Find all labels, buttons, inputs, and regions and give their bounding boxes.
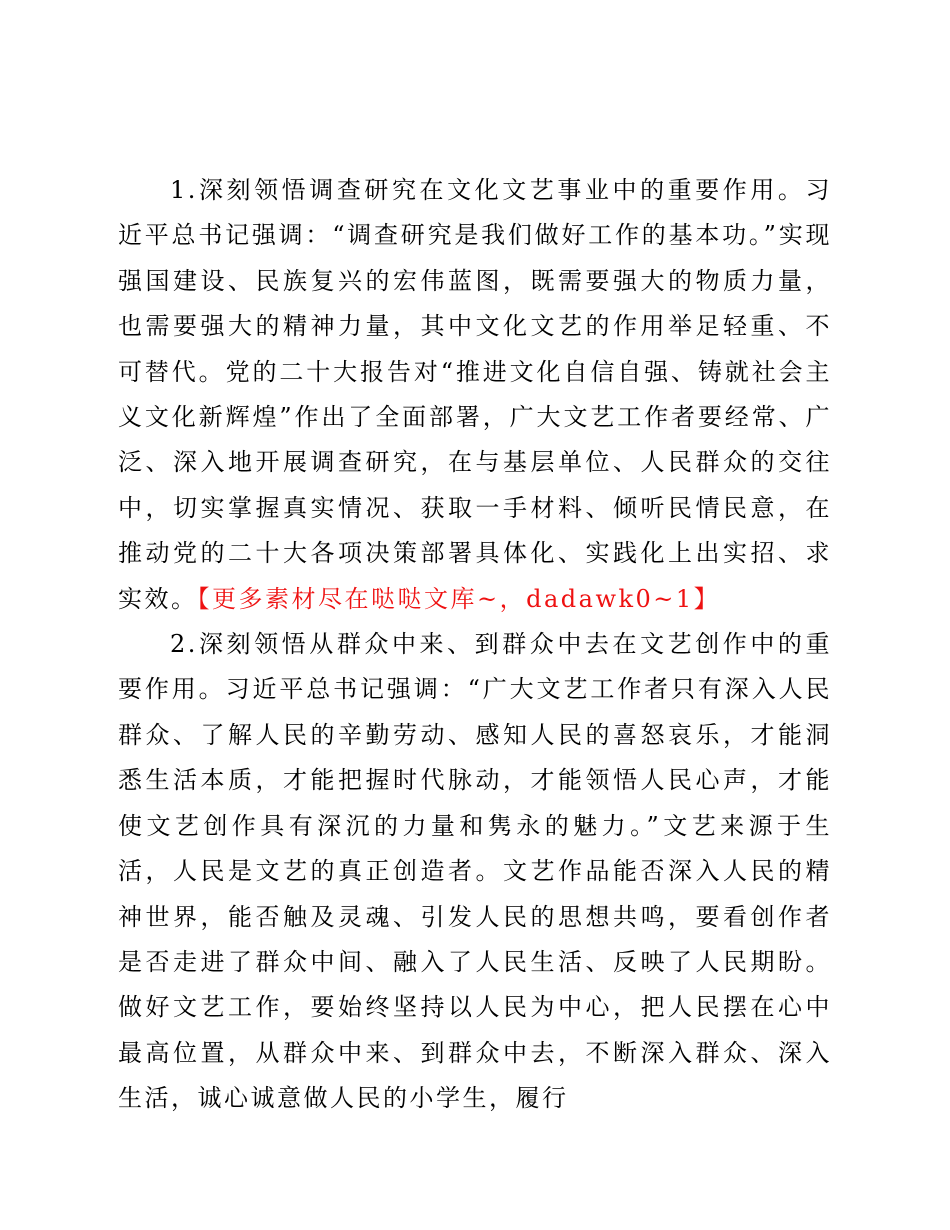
paragraph-2-text: 2.深刻领悟从群众中来、到群众中去在文艺创作中的重要作用。习近平总书记强调：“广大文艺工作者只有深入人民群众、了解人民的辛勤劳动、感知人民的喜怒哀乐，才能洞悉生活本质，才能把握时代脉动，才能领悟人民心声，才能使文艺创作具有深沉的力量和隽永的魅力。”文艺来源于生活，人民是文艺的真正创造者。文艺作品能否深入人民的精神世界，能否触及灵魂、引发人民的思想共鸣，要看创作者是否走进了群众中间、融入了人民生活、反映了人民期盼。做好文艺工作，要始终坚持以人民为中心，把人民摆在心中最高位置，从群众中来、到群众中去，不断深入群众、深入生活，诚心诚意做人民的小学生，履行	[118, 630, 832, 1113]
paragraph-1-text: 1.深刻领悟调查研究在文化文艺事业中的重要作用。习近平总书记强调：“调查研究是我们做好工作的基本功。”实现强国建设、民族复兴的宏伟蓝图，既需要强大的物质力量，也需要强大的精神力量，其中文化文艺的作用举足轻重、不可替代。党的二十大报告对“推进文化自信自强、铸就社会主义文化新辉煌”作出了全面部署，广大文艺工作者要经常、广泛、深入地开展调查研究，在与基层单位、人民群众的交往中，切实掌握真实情况、获取一手材料、倾听民情民意，在推动党的二十大各项决策部署具体化、实践化上出实招、求实效。	[118, 176, 832, 613]
document-body	[118, 168, 832, 1122]
paragraph-2	[118, 622, 832, 1121]
promo-note: 【更多素材尽在哒哒文库~，dadawk0~1】	[197, 584, 721, 613]
paragraph-1	[118, 168, 832, 622]
